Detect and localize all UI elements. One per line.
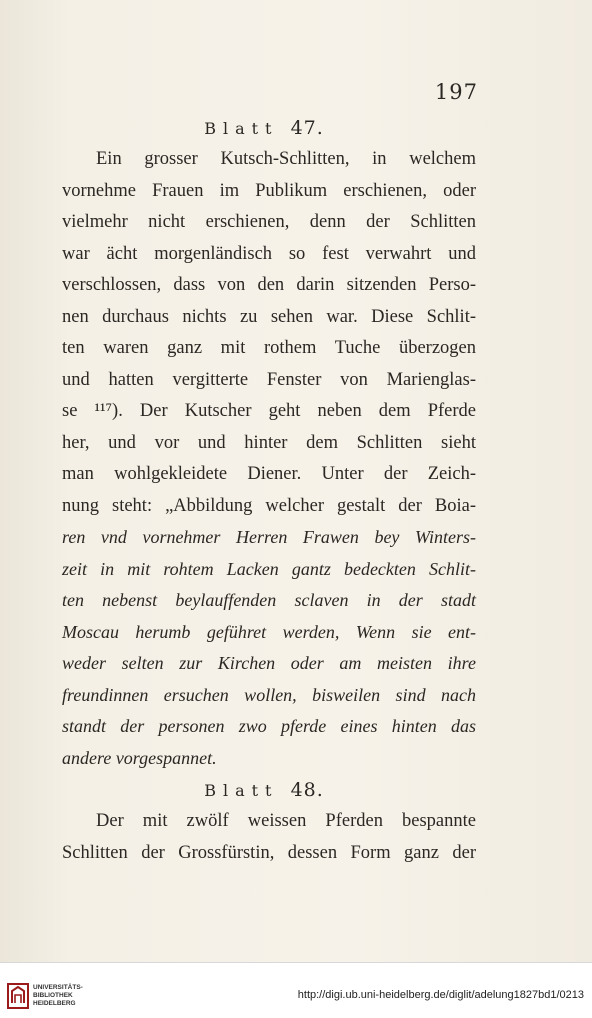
footer-bar bbox=[0, 962, 592, 1018]
text-line: man wohlgekleidete Diener. Unter der Zeich- bbox=[62, 464, 476, 484]
text-line: se ¹¹⁷). Der Kutscher geht neben dem Pferde bbox=[62, 401, 476, 421]
text-line: nung steht: „Abbildung welcher gestalt der Boia- bbox=[62, 495, 476, 516]
text-line: und hatten vergitterte Fenster von Marienglas- bbox=[62, 369, 476, 390]
quote-line: freundinnen ersuchen wollen, bisweilen sind nach bbox=[62, 684, 476, 705]
quote-line: standt der personen zwo pferde eines hinten das bbox=[62, 716, 476, 736]
source-url[interactable]: http://digi.ub.uni-heidelberg.de/diglit/adelung1827bd1/0213 bbox=[297, 989, 584, 1001]
text-line: war ächt morgenländisch so fest verwahrt und bbox=[62, 243, 476, 264]
heading-blatt-48 bbox=[52, 774, 476, 806]
text-line: Schlitten der Grossfürstin, dessen Form ganz der bbox=[62, 842, 476, 863]
text-line: Der mit zwölf weissen Pferden bespannte bbox=[96, 811, 476, 831]
heading-number: 47. bbox=[290, 117, 324, 139]
library-name bbox=[33, 984, 93, 1008]
text-line: verschlossen, dass von den darin sitzenden Perso- bbox=[62, 275, 476, 295]
quote-line: ten nebenst beylauffenden sclaven in der stadt bbox=[62, 590, 476, 610]
quote-line: Moscau herumb geführet werden, Wenn sie ent- bbox=[62, 621, 476, 642]
page-text bbox=[62, 112, 476, 869]
text-line: nen durchaus nichts zu sehen war. Diese Schlit- bbox=[62, 306, 476, 327]
text-line: Ein grosser Kutsch-Schlitten, in welchem bbox=[96, 149, 476, 169]
quote-line: ren vnd vornehmer Herren Frawen bey Winters- bbox=[62, 527, 476, 547]
quote-line: andere vorgespannet. bbox=[62, 747, 217, 768]
text-line: vornehme Frauen im Publikum erschienen, oder bbox=[62, 180, 476, 201]
heading-blatt-47 bbox=[52, 112, 476, 144]
library-logo-icon bbox=[7, 983, 29, 1009]
heading-label: Blatt bbox=[204, 781, 279, 800]
text-line: her, und vor und hinter dem Schlitten sieht bbox=[62, 432, 476, 453]
heading-number: 48. bbox=[290, 779, 324, 801]
library-name-line: UNIVERSITÄTS- bbox=[33, 984, 83, 991]
text-line: ten waren ganz mit rothem Tuche überzogen bbox=[62, 338, 476, 358]
page-number: 197 bbox=[434, 80, 478, 104]
heading-label: Blatt bbox=[204, 119, 279, 138]
quote-line: zeit in mit rohtem Lacken gantz bedeckten Schlit- bbox=[62, 558, 476, 579]
library-name-line: HEIDELBERG bbox=[33, 1000, 76, 1007]
text-line: vielmehr nicht erschienen, denn der Schlitten bbox=[62, 212, 476, 232]
library-name-line: BIBLIOTHEK bbox=[33, 992, 73, 999]
quote-line: weder selten zur Kirchen oder am meisten ihre bbox=[62, 653, 476, 673]
